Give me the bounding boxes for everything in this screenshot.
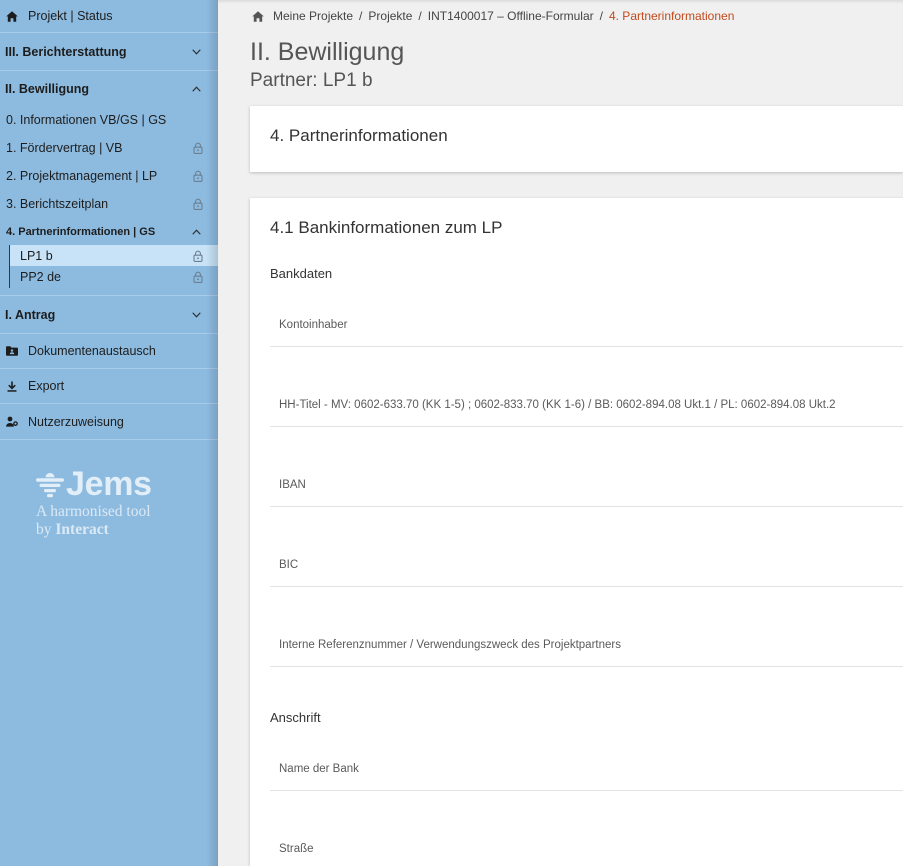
chevron-down-icon[interactable]: [192, 49, 201, 55]
field-underline: [270, 346, 903, 347]
bank-info-title: 4.1 Bankinformationen zum LP: [270, 218, 503, 237]
logo-mark: [36, 466, 152, 503]
sidebar-item-label: III. Berichterstattung: [5, 44, 127, 59]
account-holder-input[interactable]: [270, 304, 903, 346]
sidebar-item-label: 0. Informationen VB/GS | GS: [6, 113, 167, 127]
field-underline: [270, 586, 903, 587]
bank-name-field: [270, 728, 903, 808]
user-key-icon: [6, 416, 18, 427]
sidebar-item-reporting-schedule[interactable]: [0, 190, 218, 218]
sidebar-item-reporting[interactable]: [0, 33, 218, 71]
download-icon: [6, 381, 18, 392]
sidebar-item-export[interactable]: [0, 369, 218, 404]
sidebar-item-label: PP2 de: [20, 270, 62, 284]
page-title: II. Bewilligung: [250, 38, 405, 66]
breadcrumb: [250, 8, 734, 24]
chevron-up-icon[interactable]: [192, 229, 201, 235]
sidebar-item-user-assignment[interactable]: [0, 404, 218, 440]
page-subtitle: Partner: LP1 b: [250, 70, 373, 91]
address-heading: Anschrift: [270, 710, 321, 725]
chevron-up-icon[interactable]: [192, 86, 201, 92]
internal-reference-field: [270, 604, 903, 684]
sidebar-item-project-management[interactable]: [0, 162, 218, 190]
field-underline: [270, 426, 903, 427]
street-field: [270, 808, 903, 866]
breadcrumb-my-projects[interactable]: Meine Projekte: [273, 9, 354, 23]
field-label: Kontoinhaber: [279, 319, 348, 331]
home-icon: [6, 11, 18, 22]
chevron-down-icon[interactable]: [192, 312, 201, 318]
street-input[interactable]: [270, 828, 903, 866]
sidebar: [0, 0, 218, 866]
lock-icon: [193, 271, 203, 283]
breadcrumb-separator: /: [599, 9, 603, 23]
field-label: BIC: [279, 559, 299, 571]
sidebar-item-info-vb-gs[interactable]: [0, 106, 218, 134]
logo-by: by: [36, 521, 52, 538]
field-underline: [270, 666, 903, 667]
bank-data-heading: Bankdaten: [270, 266, 333, 281]
breadcrumb-separator: /: [418, 9, 422, 23]
bic-input[interactable]: [270, 544, 903, 586]
main-content: [218, 0, 903, 866]
account-holder-field: [270, 284, 903, 364]
sidebar-item-label: LP1 b: [20, 248, 53, 263]
iban-field: [270, 444, 903, 524]
logo-org: Interact: [55, 521, 109, 538]
lock-icon: [193, 142, 203, 154]
sidebar-item-label: Dokumentenaustausch: [28, 344, 156, 358]
sidebar-item-document-exchange[interactable]: [0, 334, 218, 369]
sidebar-item-label: 2. Projektmanagement | LP: [6, 169, 158, 183]
home-icon[interactable]: [252, 11, 264, 22]
iban-input[interactable]: [270, 464, 903, 506]
sidebar-item-partner-lp1[interactable]: [10, 245, 218, 266]
breadcrumb-project[interactable]: INT1400017 – Offline-Formular: [427, 9, 594, 23]
sidebar-item-approval[interactable]: [0, 71, 218, 106]
folder-icon: [6, 346, 18, 356]
breadcrumb-separator: /: [359, 9, 363, 23]
jems-logo: [36, 466, 152, 539]
field-label: Interne Referenznummer / Verwendungszweck des Projektpartners: [279, 639, 621, 651]
lock-icon: [193, 198, 203, 210]
sidebar-item-label: I. Antrag: [5, 307, 56, 322]
sidebar-item-label: 4. Partnerinformationen | GS: [6, 225, 156, 238]
budget-title-field: [270, 364, 903, 444]
field-underline: [270, 790, 903, 791]
sidebar-item-partner-info[interactable]: [0, 218, 218, 245]
field-label: IBAN: [279, 479, 306, 491]
sidebar-item-label: Projekt | Status: [28, 9, 113, 23]
sidebar-item-funding-contract[interactable]: [0, 134, 218, 162]
internal-reference-input[interactable]: [270, 624, 903, 666]
bank-info-card: [250, 198, 903, 866]
sidebar-item-label: II. Bewilligung: [5, 81, 90, 96]
field-label: Name der Bank: [279, 763, 359, 775]
field-label: Straße: [279, 843, 314, 855]
bic-field: [270, 524, 903, 604]
logo-name: Jems: [66, 465, 152, 503]
lock-icon: [193, 250, 203, 262]
logo-tagline: A harmonised tool: [36, 503, 151, 520]
sidebar-item-partner-pp2[interactable]: [10, 266, 218, 288]
section-card-title: 4. Partnerinformationen: [270, 126, 448, 145]
field-label: HH-Titel - MV: 0602-633.70 (KK 1-5) ; 0602-833.70 (KK 1-6) / BB: 0602-894.08 Ukt.1 / PL: 0602-894.08 Ukt.2: [279, 399, 836, 411]
budget-title-input[interactable]: [270, 384, 903, 426]
sidebar-item-application[interactable]: [0, 296, 218, 334]
breadcrumb-projects[interactable]: Projekte: [368, 9, 413, 23]
sidebar-item-label: Export: [28, 379, 65, 393]
logo-by-line: [36, 521, 152, 539]
sidebar-item-label: Nutzerzuweisung: [28, 414, 124, 429]
jems-logo-icon: [36, 472, 64, 498]
bank-name-input[interactable]: [270, 748, 903, 790]
sidebar-item-label: 3. Berichtszeitplan: [6, 197, 109, 211]
field-underline: [270, 506, 903, 507]
sidebar-item-label: 1. Fördervertrag | VB: [6, 141, 123, 155]
sidebar-group-approval: [0, 71, 218, 296]
sidebar-item-project-status[interactable]: [0, 0, 218, 33]
lock-icon: [193, 170, 203, 182]
partner-list: [9, 245, 218, 288]
section-card: [250, 106, 903, 172]
breadcrumb-current: 4. Partnerinformationen: [608, 9, 735, 23]
